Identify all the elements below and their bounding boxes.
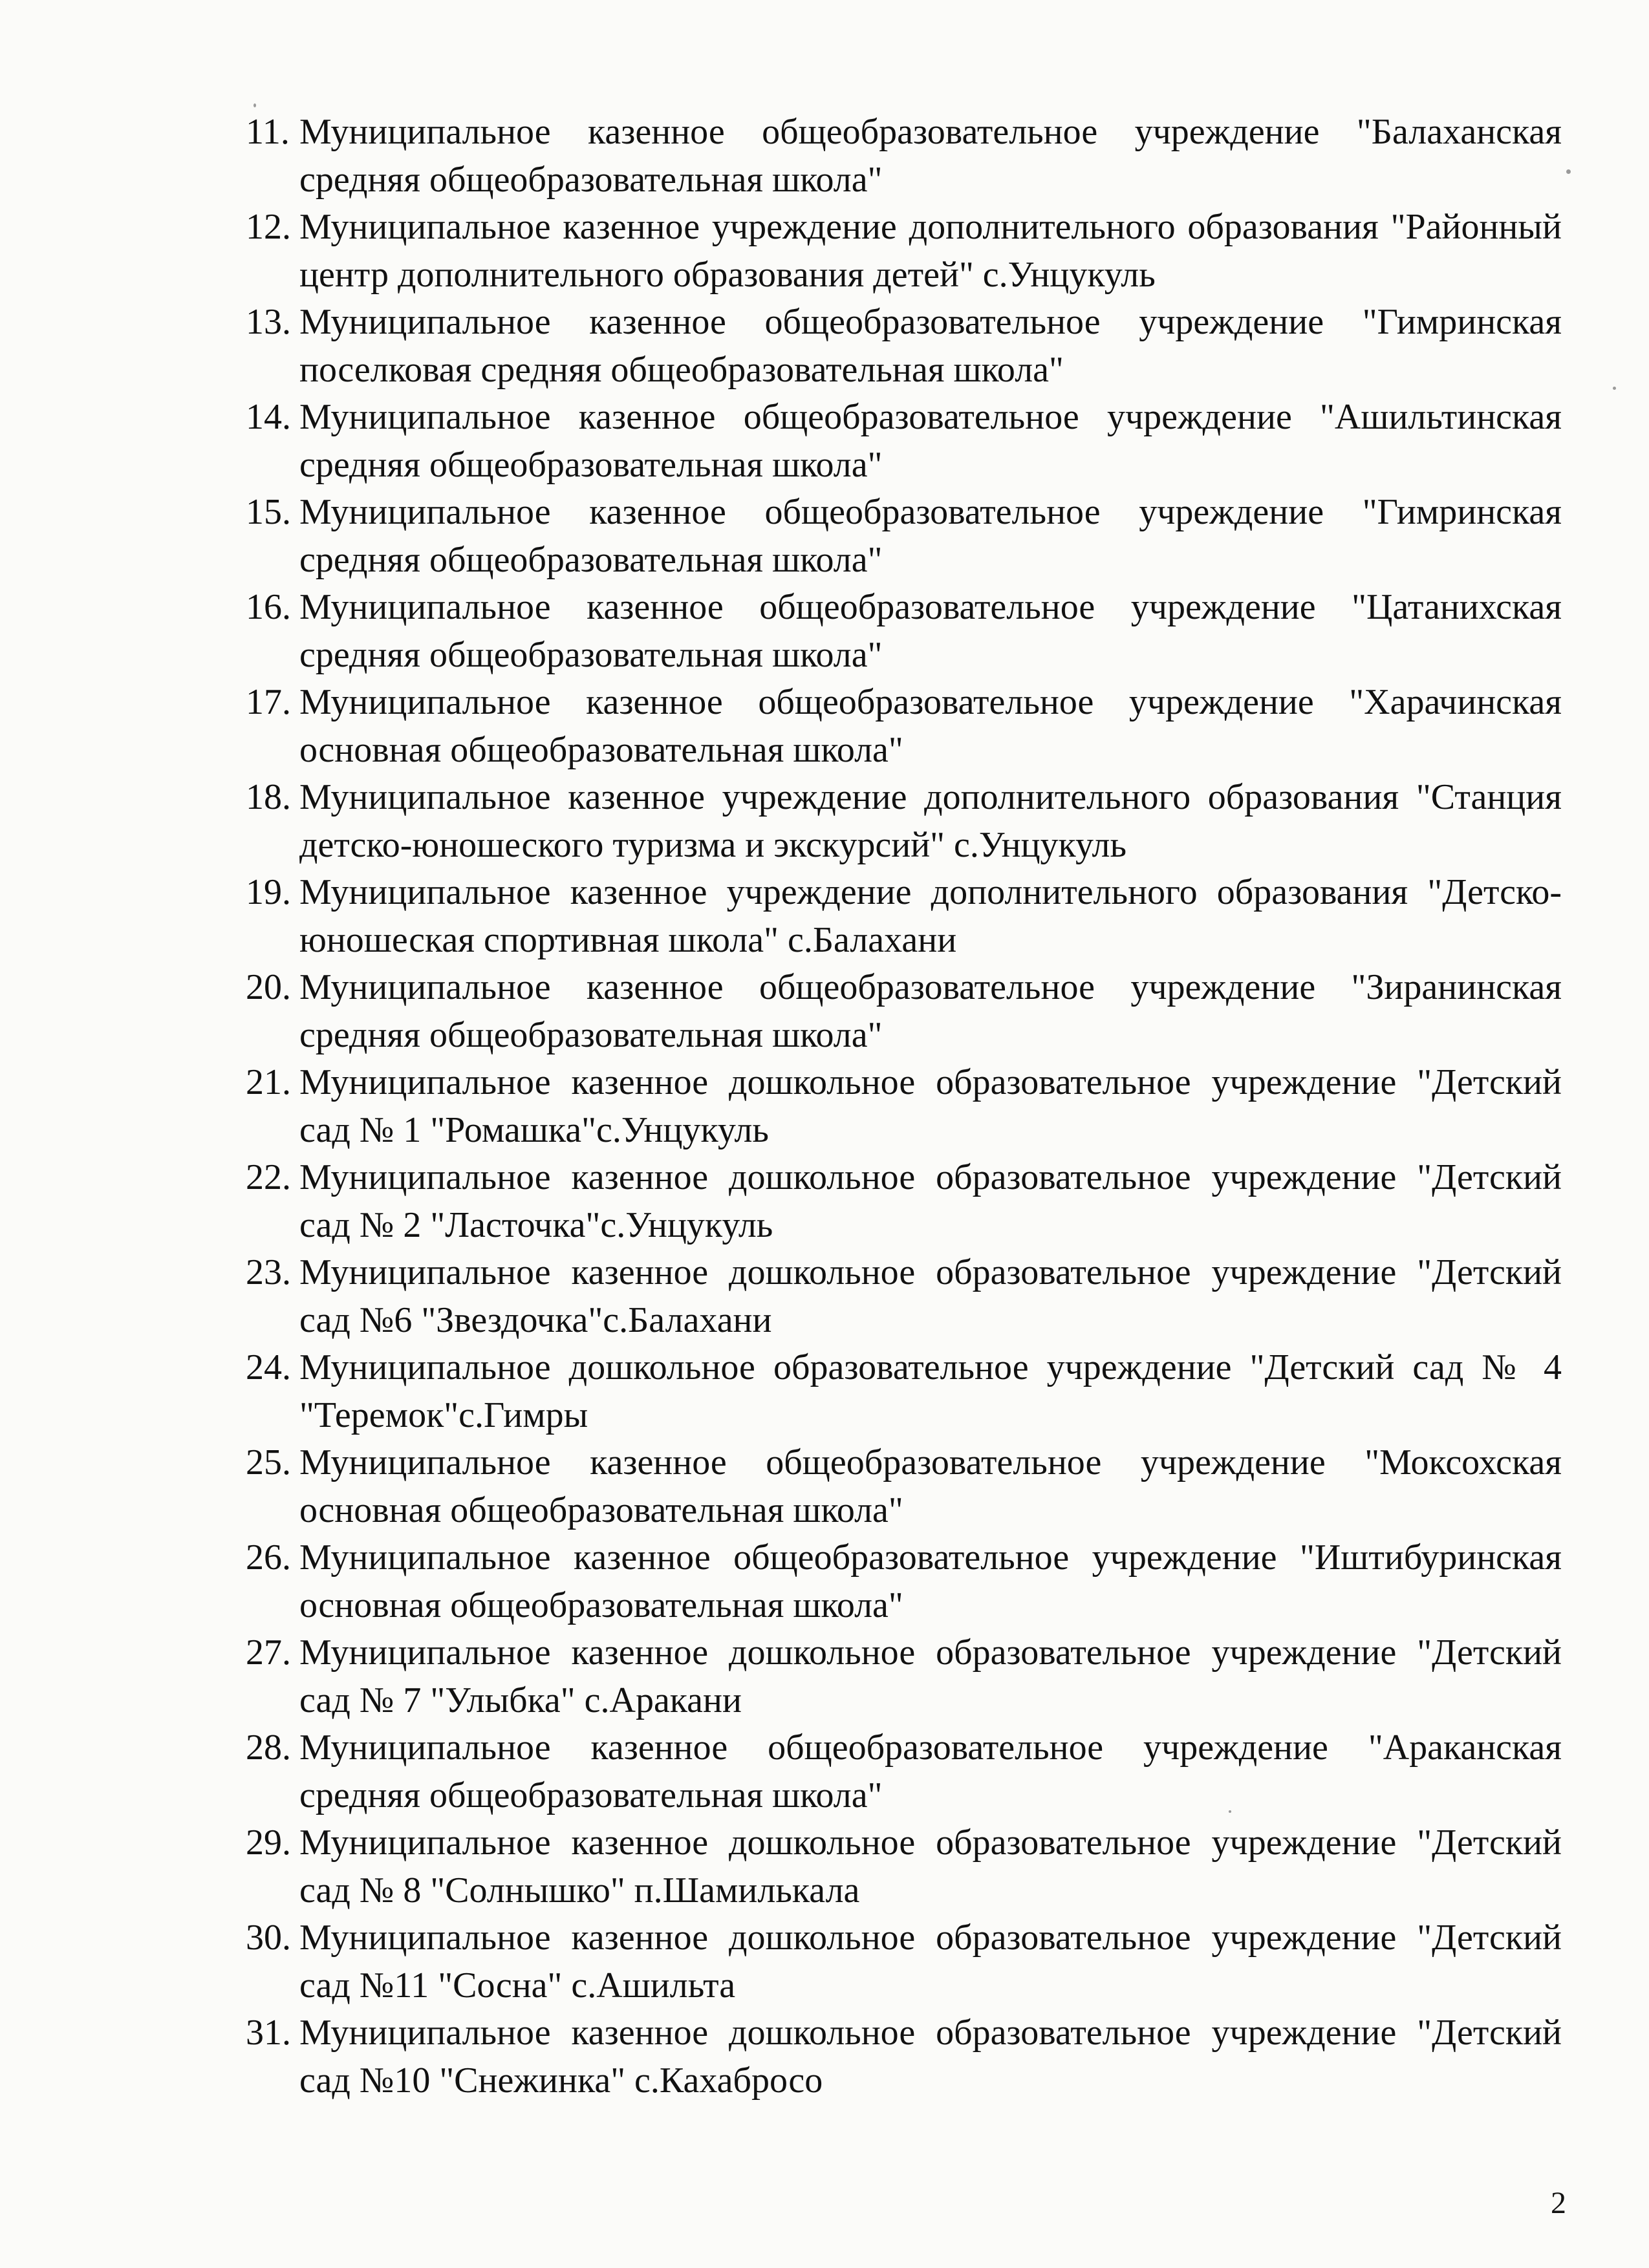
item-text: Муниципальное казенное дошкольное образовательное учреждение "Детский сад № 2 "Ласточка"с.Унцукуль: [299, 1157, 1562, 1245]
item-text: Муниципальное казенное дошкольное образовательное учреждение "Детский сад № 7 "Улыбка" с.Аракани: [299, 1632, 1562, 1720]
item-text: Муниципальное дошкольное образовательное учреждение "Детский сад № 4 "Теремок"с.Гимры: [299, 1347, 1562, 1435]
item-number: 23.: [246, 1252, 291, 1292]
list-item: [246, 1534, 1562, 1629]
item-text: Муниципальное казенное дошкольное образовательное учреждение "Детский сад №6 "Звездочка"с.Балахани: [299, 1252, 1562, 1340]
item-number: 16.: [246, 587, 291, 627]
item-text: Муниципальное казенное общеобразовательное учреждение "Цатанихская средняя общеобразовательная школа": [299, 587, 1562, 675]
list-item: [246, 1154, 1562, 1249]
list-item: [246, 964, 1562, 1059]
item-text: Муниципальное казенное общеобразовательное учреждение "Балаханская средняя общеобразовательная школа": [299, 112, 1562, 200]
list-item: [246, 869, 1562, 964]
list-item: [246, 1344, 1562, 1439]
item-number: 26.: [246, 1537, 291, 1578]
list-item: [246, 1249, 1562, 1344]
page-number: 2: [1551, 2186, 1566, 2220]
item-text: Муниципальное казенное общеобразовательное учреждение "Моксохская основная общеобразовательная школа": [299, 1442, 1562, 1530]
item-number: 15.: [246, 492, 291, 532]
list-item: [246, 489, 1562, 584]
item-number: 13.: [246, 302, 291, 342]
item-text: Муниципальное казенное общеобразовательное учреждение "Гимринская средняя общеобразовательная школа": [299, 492, 1562, 580]
scan-speck: [253, 103, 256, 107]
item-number: 31.: [246, 2013, 291, 2053]
list-item: [246, 1629, 1562, 1724]
item-text: Муниципальное казенное общеобразовательное учреждение "Гимринская поселковая средняя общеобразовательная школа": [299, 302, 1562, 390]
item-text: Муниципальное казенное учреждение дополнительного образования "Детско-юношеская спортивная школа" с.Балахани: [299, 872, 1562, 960]
item-text: Муниципальное казенное дошкольное образовательное учреждение "Детский сад № 1 "Ромашка"с.Унцукуль: [299, 1062, 1562, 1150]
item-text: Муниципальное казенное общеобразовательное учреждение "Зиранинская средняя общеобразовательная школа": [299, 967, 1562, 1055]
list-item: [246, 679, 1562, 774]
item-text: Муниципальное казенное дошкольное образовательное учреждение "Детский сад №11 "Сосна" с.Ашильта: [299, 1918, 1562, 2006]
scan-speck: [1566, 169, 1571, 174]
item-number: 24.: [246, 1347, 291, 1387]
list-item: [246, 584, 1562, 679]
list-item: [246, 204, 1562, 299]
item-number: 18.: [246, 777, 291, 817]
list-item: [246, 299, 1562, 394]
item-number: 27.: [246, 1632, 291, 1673]
item-number: 20.: [246, 967, 291, 1007]
item-text: Муниципальное казенное учреждение дополнительного образования "Районный центр дополнительного образования детей" с.Унцукуль: [299, 207, 1562, 295]
list-item: [246, 109, 1562, 204]
item-number: 29.: [246, 1823, 291, 1863]
item-text: Муниципальное казенное общеобразовательное учреждение "Араканская средняя общеобразовательная школа": [299, 1728, 1562, 1815]
item-number: 12.: [246, 207, 291, 247]
item-number: 11.: [246, 112, 290, 152]
item-text: Муниципальное казенное учреждение дополнительного образования "Станция детско-юношеского туризма и экскурсий" с.Унцукуль: [299, 777, 1562, 865]
item-text: Муниципальное казенное дошкольное образовательное учреждение "Детский сад №10 "Снежинка" с.Кахабросо: [299, 2013, 1562, 2101]
list-item: [246, 1059, 1562, 1154]
list-item: [246, 1914, 1562, 2009]
item-number: 22.: [246, 1157, 291, 1197]
list-item: [246, 2009, 1562, 2104]
list-item: [246, 1724, 1562, 1819]
item-number: 17.: [246, 682, 291, 722]
scan-speck: [1613, 387, 1616, 390]
institution-list: [246, 109, 1562, 2104]
item-number: 21.: [246, 1062, 291, 1102]
list-item: [246, 774, 1562, 869]
item-number: 30.: [246, 1918, 291, 1958]
item-number: 28.: [246, 1728, 291, 1768]
item-number: 19.: [246, 872, 291, 912]
item-number: 25.: [246, 1442, 291, 1482]
item-text: Муниципальное казенное общеобразовательное учреждение "Иштибуринская основная общеобразовательная школа": [299, 1537, 1562, 1625]
item-text: Муниципальное казенное общеобразовательное учреждение "Ашильтинская средняя общеобразовательная школа": [299, 397, 1562, 485]
list-item: [246, 1819, 1562, 1914]
item-text: Муниципальное казенное дошкольное образовательное учреждение "Детский сад № 8 "Солнышко" п.Шамилькала: [299, 1823, 1562, 1910]
list-item: [246, 1439, 1562, 1534]
item-text: Муниципальное казенное общеобразовательное учреждение "Харачинская основная общеобразовательная школа": [299, 682, 1562, 770]
list-item: [246, 394, 1562, 489]
item-number: 14.: [246, 397, 291, 437]
